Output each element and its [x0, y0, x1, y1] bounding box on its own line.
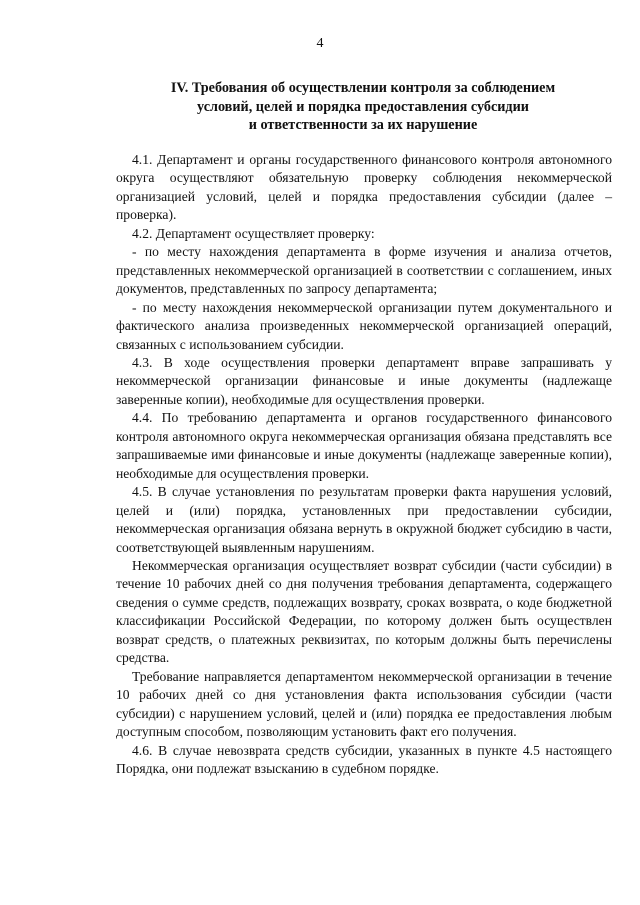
section-heading-line-1: IV. Требования об осуществлении контроля за соблюдением [170, 80, 556, 96]
paragraph-4-1: 4.1. Департамент и органы государственного финансового контроля автономного округа осуществляют обязательную проверку соблюдения некоммерческой организацией условий, целей и порядка предоставления субсидии (далее – проверка). [116, 152, 612, 223]
paragraph-4-2-item-2: - по месту нахождения некоммерческой организации путем документального и фактического анализа произведенных некоммерческой организацией операций, связанных с использованием субсидии. [116, 299, 612, 352]
paragraph-refund-procedure: Некоммерческая организация осуществляет возврат субсидии (части субсидии) в течение 10 рабочих дней со дня получения требования департамента, содержащего сведения о сумме средств, подлежащих возврату, сроках возврата, о коде бюджетной классификации Российской Федерации, по которому должен быть осуществлен возврат средств, о платежных реквизитах, по которым должны быть перечислены средства. [116, 557, 612, 666]
paragraph-4-5: 4.5. В случае установления по результатам проверки факта нарушения условий, целей и (или) порядка, установленных при предоставлении субсидии, некоммерческая организация обязана вернуть в окружной бюджет субсидию в части, соответствующей выявленным нарушениям. [116, 484, 612, 555]
paragraph-4-3: 4.3. В ходе осуществления проверки департамент вправе запрашивать у некоммерческой организации финансовые и иные документы (надлежаще заверенные копии), необходимые для осуществления проверки. [116, 354, 612, 407]
document-body [116, 151, 612, 778]
page-number: 4 [316, 36, 324, 51]
section-heading-line-3: и ответственности за их нарушение [248, 117, 478, 133]
paragraph-requirement-notice: Требование направляется департаментом некоммерческой организации в течение 10 рабочих дней со дня установления факта использования субсидии (части субсидии) с нарушением условий, целей и (или) порядка ее предоставления любым доступным способом, позволяющим установить факт его получения. [116, 668, 612, 740]
section-heading [96, 79, 630, 135]
section-heading-line-2: условий, целей и порядка предоставления субсидии [197, 98, 529, 115]
paragraph-4-4: 4.4. По требованию департамента и органов государственного финансового контроля автономного округа некоммерческая организация обязана представлять все запрашиваемые ими финансовые и иные документы (надлежаще заверенные копии), необходимые для осуществления проверки. [116, 410, 612, 481]
paragraph-4-6: 4.6. В случае невозврата средств субсидии, указанных в пункте 4.5 настоящего Порядка, они подлежат взысканию в судебном порядке. [116, 742, 612, 776]
paragraph-4-2-item-1: - по месту нахождения департамента в форме изучения и анализа отчетов, представленных некоммерческой организацией в соответствии с соглашением, иных документов, представленных по запросу департамента; [116, 244, 612, 297]
paragraph-4-2: 4.2. Департамент осуществляет проверку: [132, 225, 375, 241]
